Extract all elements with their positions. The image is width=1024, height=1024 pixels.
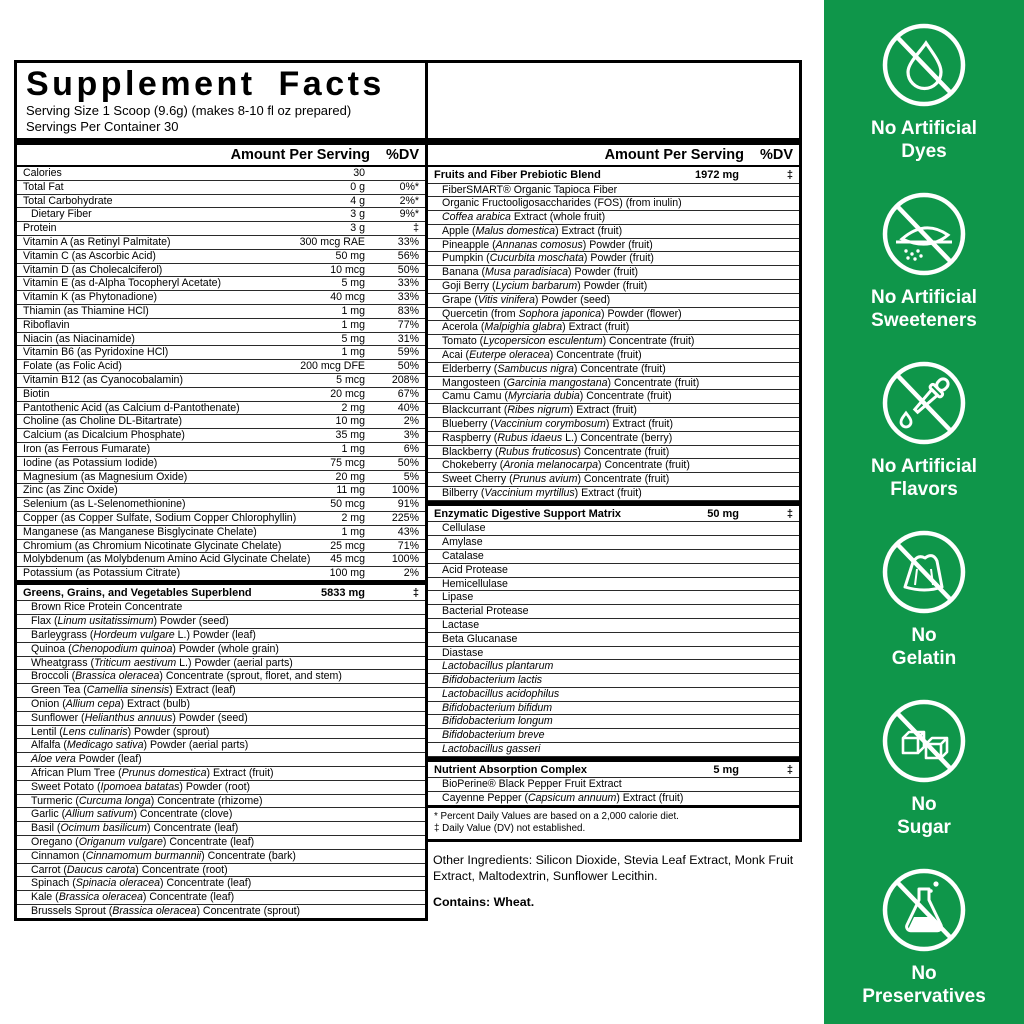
table-row: Goji Berry (Lycium barbarum) Powder (fruit) — [428, 280, 799, 294]
badge-no-sugar — [879, 696, 969, 839]
table-row: Coffea arabica Extract (whole fruit) — [428, 211, 799, 225]
table-row: Dietary Fiber 3 g 9%* — [17, 208, 425, 222]
table-row: Lipase — [428, 591, 799, 605]
table-row: Zinc (as Zinc Oxide) 11 mg 100% — [17, 484, 425, 498]
table-row: Bifidobacterium lactis — [428, 674, 799, 688]
right-blend-sections — [428, 167, 799, 805]
table-row: African Plum Tree (Prunus domestica) Extract (fruit) — [17, 767, 425, 781]
table-row: Vitamin C (as Ascorbic Acid) 50 mg 56% — [17, 250, 425, 264]
table-row: Biotin 20 mcg 67% — [17, 388, 425, 402]
serving-size-text: Serving Size 1 Scoop (9.6g) (makes 8-10 fl oz prepared) — [26, 103, 352, 118]
badge-label: No Gelatin — [891, 625, 957, 669]
column-header-left — [17, 145, 425, 167]
facts-left-column — [14, 60, 428, 921]
table-row: Manganese (as Manganese Bisglycinate Chelate) 1 mg 43% — [17, 526, 425, 540]
amount-per-serving-header: Amount Per Serving — [604, 147, 744, 163]
table-row: Lactobacillus acidophilus — [428, 688, 799, 702]
footnote: * Percent Daily Values are based on a 2,000 calorie diet. — [434, 810, 679, 822]
table-row: Pantothenic Acid (as Calcium d-Pantothenate) 2 mg 40% — [17, 402, 425, 416]
table-row: Quinoa (Chenopodium quinoa) Powder (whole grain) — [17, 643, 425, 657]
table-row: Tomato (Lycopersicon esculentum) Concentrate (fruit) — [428, 335, 799, 349]
table-row: Cayenne Pepper (Capsicum annuum) Extract (fruit) — [442, 792, 684, 805]
table-row: BioPerine® Black Pepper Fruit Extract — [428, 778, 799, 792]
badge-no-artificial-sweeteners — [871, 189, 977, 332]
table-row: Oregano (Origanum vulgare) Concentrate (leaf) — [17, 836, 425, 850]
table-row: Basil (Ocimum basilicum) Concentrate (leaf) — [17, 822, 425, 836]
badge-no-artificial-flavors — [871, 358, 977, 501]
table-row: Lactase — [428, 619, 799, 633]
supplement-facts-label — [14, 60, 802, 921]
badge-label: No Artificial Dyes — [871, 118, 977, 162]
table-row: Calcium (as Dicalcium Phosphate) 35 mg 3% — [17, 429, 425, 443]
right-top-spacer — [428, 63, 799, 138]
table-row: Onion (Allium cepa) Extract (bulb) — [17, 698, 425, 712]
table-row: Molybdenum (as Molybdenum Amino Acid Glycinate Chelate) 45 mcg 100% — [17, 553, 425, 567]
blend-header: Nutrient Absorption Complex 5 mg ‡ — [428, 762, 799, 779]
below-box-text — [425, 842, 802, 910]
table-row: Bifidobacterium bifidum — [428, 702, 799, 716]
no-sweeteners-icon — [879, 189, 969, 279]
badge-label: No Preservatives — [862, 963, 986, 1007]
table-row: Protein 3 g ‡ — [17, 222, 425, 236]
table-row: Barleygrass (Hordeum vulgare L.) Powder (leaf) — [17, 629, 425, 643]
table-row: Total Carbohydrate 4 g 2%* — [17, 195, 425, 209]
blend-header: Fruits and Fiber Prebiotic Blend 1972 mg ‡ — [428, 167, 799, 184]
badge-label: No Artificial Flavors — [871, 456, 977, 500]
table-row: Chokeberry (Aronia melanocarpa) Concentrate (fruit) — [428, 459, 799, 473]
table-row: Elderberry (Sambucus nigra) Concentrate (fruit) — [428, 363, 799, 377]
other-ingredients-text: Other Ingredients: Silicon Dioxide, Stevia Leaf Extract, Monk Fruit Extract, Maltodextrin, Sunflower Lecithin. — [433, 852, 794, 883]
table-row: Vitamin B12 (as Cyanocobalamin) 5 mcg 208% — [17, 374, 425, 388]
blend-header: Greens, Grains, and Vegetables Superblend 5833 mg ‡ — [17, 585, 425, 602]
table-row: Brown Rice Protein Concentrate — [17, 601, 425, 615]
badge-no-preservatives — [862, 865, 986, 1008]
table-row: Grape (Vitis vinifera) Powder (seed) — [428, 294, 799, 308]
page-title: Supplement Facts — [26, 65, 385, 103]
servings-per-container-text: Servings Per Container 30 — [26, 119, 179, 134]
table-row: Hemicellulase — [428, 578, 799, 592]
table-row: Sweet Potato (Ipomoea batatas) Powder (root) — [17, 781, 425, 795]
superblend-section — [17, 580, 425, 918]
table-row: Vitamin D (as Cholecalciferol) 10 mcg 50% — [17, 264, 425, 278]
table-row: Chromium (as Chromium Nicotinate Glycinate Chelate) 25 mcg 71% — [17, 540, 425, 554]
table-row: Magnesium (as Magnesium Oxide) 20 mg 5% — [17, 471, 425, 485]
table-row: Bacterial Protease — [428, 605, 799, 619]
table-row: Cinnamon (Cinnamomum burmannii) Concentrate (bark) — [17, 850, 425, 864]
table-row: Lentil (Lens culinaris) Powder (sprout) — [17, 726, 425, 740]
footnotes — [428, 805, 799, 839]
no-gelatin-icon — [879, 527, 969, 617]
facts-right-column-wrap — [425, 60, 802, 910]
table-row: Green Tea (Camellia sinensis) Extract (leaf) — [17, 684, 425, 698]
table-row: Bilberry (Vaccinium myrtillus) Extract (fruit) — [428, 487, 799, 501]
table-row: Raspberry (Rubus idaeus L.) Concentrate (berry) — [428, 432, 799, 446]
table-row: Bifidobacterium breve — [428, 729, 799, 743]
badge-label: No Artificial Sweeteners — [871, 287, 977, 331]
badge-label: No Sugar — [897, 794, 951, 838]
table-row: Blackberry (Rubus fruticosus) Concentrate (fruit) — [428, 446, 799, 460]
table-row: Camu Camu (Myrciaria dubia) Concentrate (fruit) — [428, 390, 799, 404]
table-row: Acerola (Malpighia glabra) Extract (fruit) — [428, 321, 799, 335]
table-row: Iodine (as Potassium Iodide) 75 mcg 50% — [17, 457, 425, 471]
table-row: Thiamin (as Thiamine HCl) 1 mg 83% — [17, 305, 425, 319]
amount-per-serving-header: Amount Per Serving — [230, 147, 370, 163]
table-row: Vitamin A (as Retinyl Palmitate) 300 mcg RAE 33% — [17, 236, 425, 250]
footnote: ‡ Daily Value (DV) not established. — [434, 822, 586, 834]
table-row: Organic Fructooligosaccharides (FOS) (from inulin) — [428, 197, 799, 211]
no-sugar-icon — [879, 696, 969, 786]
table-row: Amylase — [428, 536, 799, 550]
no-preservatives-icon — [879, 865, 969, 955]
dv-header: %DV — [385, 147, 419, 163]
table-row: Niacin (as Niacinamide) 5 mg 31% — [17, 333, 425, 347]
table-row: FiberSMART® Organic Tapioca Fiber — [428, 184, 799, 198]
table-row: Turmeric (Curcuma longa) Concentrate (rhizome) — [17, 795, 425, 809]
table-row: Garlic (Allium sativum) Concentrate (clove) — [17, 808, 425, 822]
table-row: Wheatgrass (Triticum aestivum L.) Powder (aerial parts) — [17, 657, 425, 671]
table-row: Selenium (as L-Selenomethionine) 50 mcg 91% — [17, 498, 425, 512]
table-row: Flax (Linum usitatissimum) Powder (seed) — [17, 615, 425, 629]
table-row: Mangosteen (Garcinia mangostana) Concentrate (fruit) — [428, 377, 799, 391]
table-row: Sweet Cherry (Prunus avium) Concentrate (fruit) — [428, 473, 799, 487]
table-row: Lactobacillus plantarum — [428, 660, 799, 674]
table-row: Bifidobacterium longum — [428, 715, 799, 729]
table-row: Total Fat 0 g 0%* — [17, 181, 425, 195]
no-flavors-icon — [879, 358, 969, 448]
benefits-sidebar — [824, 0, 1024, 1024]
table-row: Vitamin B6 (as Pyridoxine HCl) 1 mg 59% — [17, 346, 425, 360]
table-row: Vitamin K (as Phytonadione) 40 mcg 33% — [17, 291, 425, 305]
table-row: Quercetin (from Sophora japonica) Powder (flower) — [428, 308, 799, 322]
table-row: Diastase — [428, 647, 799, 661]
contains-allergen-text: Contains: Wheat. — [433, 894, 535, 909]
table-row: Folate (as Folic Acid) 200 mcg DFE 50% — [17, 360, 425, 374]
facts-right-column — [425, 60, 802, 842]
dv-header: %DV — [759, 147, 793, 163]
table-row: Riboflavin 1 mg 77% — [17, 319, 425, 333]
table-row: Blackcurrant (Ribes nigrum) Extract (fruit) — [428, 404, 799, 418]
table-row: Iron (as Ferrous Fumarate) 1 mg 6% — [17, 443, 425, 457]
badge-no-artificial-dyes — [871, 20, 977, 163]
no-dyes-icon — [879, 20, 969, 110]
table-row: Vitamin E (as d-Alpha Tocopheryl Acetate) 5 mg 33% — [17, 277, 425, 291]
table-row: Carrot (Daucus carota) Concentrate (root) — [17, 864, 425, 878]
table-row: Beta Glucanase — [428, 633, 799, 647]
table-row: Brussels Sprout (Brassica oleracea) Concentrate (sprout) — [31, 904, 301, 917]
table-row: Choline (as Choline DL-Bitartrate) 10 mg 2% — [17, 415, 425, 429]
table-row: Pumpkin (Cucurbita moschata) Powder (fruit) — [428, 252, 799, 266]
table-row: Acai (Euterpe oleracea) Concentrate (fruit) — [428, 349, 799, 363]
table-row: Alfalfa (Medicago sativa) Powder (aerial parts) — [17, 739, 425, 753]
table-row: Broccoli (Brassica oleracea) Concentrate (sprout, floret, and stem) — [17, 670, 425, 684]
table-row: Apple (Malus domestica) Extract (fruit) — [428, 225, 799, 239]
divider-bar — [17, 138, 425, 145]
table-row: Kale (Brassica oleracea) Concentrate (leaf) — [17, 891, 425, 905]
table-row: Catalase — [428, 550, 799, 564]
badge-no-gelatin — [879, 527, 969, 670]
table-row: Cellulase — [428, 522, 799, 536]
table-row: Lactobacillus gasseri — [428, 743, 799, 757]
table-row: Aloe vera Powder (leaf) — [17, 753, 425, 767]
table-row: Calories 30 — [17, 167, 425, 181]
table-row: Acid Protease — [428, 564, 799, 578]
blend-header: Enzymatic Digestive Support Matrix 50 mg ‡ — [428, 506, 799, 523]
column-header-right — [428, 145, 799, 167]
table-row: Copper (as Copper Sulfate, Sodium Copper Chlorophyllin) 2 mg 225% — [17, 512, 425, 526]
nutrient-table — [17, 167, 425, 580]
table-row: Potassium (as Potassium Citrate) 100 mg 2% — [23, 567, 419, 580]
title-block — [17, 63, 425, 138]
table-row: Blueberry (Vaccinium corymbosum) Extract (fruit) — [428, 418, 799, 432]
table-row: Spinach (Spinacia oleracea) Concentrate (leaf) — [17, 877, 425, 891]
table-row: Sunflower (Helianthus annuus) Powder (seed) — [17, 712, 425, 726]
table-row: Pineapple (Annanas comosus) Powder (fruit) — [428, 239, 799, 253]
table-row: Banana (Musa paradisiaca) Powder (fruit) — [428, 266, 799, 280]
divider-bar — [428, 138, 799, 145]
